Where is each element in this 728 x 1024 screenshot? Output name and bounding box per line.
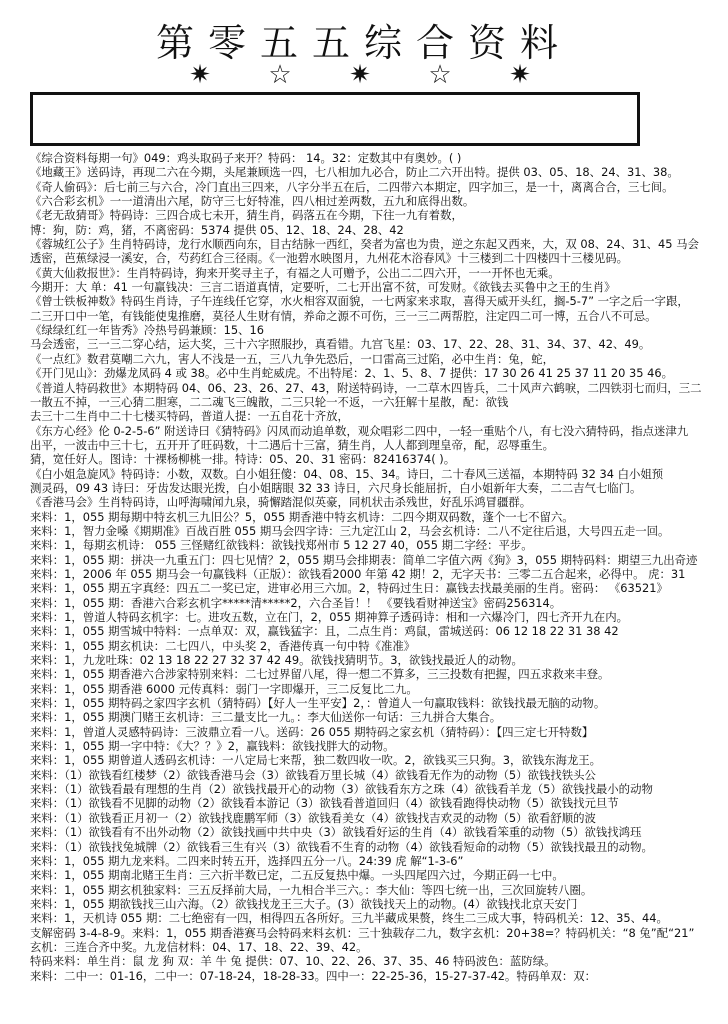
text-line: 猜，宽任好人。图诗：十裸杨柳桃一排。特诗：05、20、31 密码：82416374( )。 <box>30 452 456 467</box>
text-line: 今期开：大 单：41 一句赢钱决：三言二语道真情，定要听，二七开出富不贫，可发财。《欲钱去买鲁中之王的生肖》 <box>30 280 616 295</box>
text-line: 玄机：三连合齐中奖。九龙信材料：04、17、18、22、39、42。 <box>30 939 368 954</box>
text-line: 来料：二中一：01-16，二中一：07-18-24，18-28-33。四中一：22-25-36，15-27-37-42。特码单双：双： <box>30 968 597 983</box>
text-line: 来料：1，055 期香港六合涉家特别来料：二七过界留八尾，得一想二不算多，三三投数有把握，四五求救来丰登。 <box>30 667 610 682</box>
text-line: 《地藏王》送码诗，再现二六在今期，头尾兼顾选一四，七八相加九必合，防止二六开出特。提供 03、05、18、24、31、38。 <box>30 165 679 180</box>
text-line: 《香港马会》生肖特码诗，山呼海啸闻九泉，骑懈踏混似英豪，同机状击杀残世，好乱乐鸿冒疆群。 <box>30 495 532 510</box>
text-line: 来料：1，055 期澳门赌王玄机诗：三二量支比一九。：李大仙送你一句话：三九拼合大集合。 <box>30 710 502 725</box>
text-line: 来料：1，每期玄机诗： 055 三怪赌红欲钱料：欲钱找郑州市 5 12 27 40，055 期二字经：平步。 <box>30 538 533 553</box>
text-line: 来料：1，055 期每期中特玄机三九旧公？5，055 期香港中特玄机诗：二四今期双码数，蓬个一七不留六。 <box>30 509 574 524</box>
text-line: 来料：1，055 期特码之家四字玄机（猜特码）【好人一生平安】2，：曾道人一句赢取钱料：欲钱找最无脑的动物。 <box>30 696 606 711</box>
asterisk-star-icon: ✷ <box>349 60 371 90</box>
text-line: 《开门见山》：劲爆龙凤码 4 或 38。必中生肖蛇威虎。不出特尾：2、1、5、8、7 提供：17 30 26 41 25 37 11 20 35 46。 <box>30 366 673 381</box>
empty-banner-box <box>30 92 640 146</box>
text-line: 来料：1，055 期一字中特：《大？？》2，赢钱料：欲钱找胖大的动物。 <box>30 739 395 754</box>
text-line: 《六合彩玄机》一一道清出六尾，防守三七好特准，四八相过差两数，五九和底得出数。 <box>30 194 475 209</box>
text-line: 来料：1，智力金嗓《期期准》百战百胜 055 期马会四字诗：三九定江山 2，马会玄机诗：二八不定往后退，大号四五走一回。 <box>30 523 670 538</box>
text-line: 《普道人特码救世》本期特码 04、06、23、26、27、43，附送特码诗，一二草木四皆兵，二十风声六鹤唳，二四铁羽七而归，三二 <box>30 380 702 395</box>
text-line: 来料：1，055 期玄机诀：二七四八，中头奖 2，香港传真一句中特《准准》 <box>30 638 416 653</box>
text-line: 《老无敌猜哥》特码诗：三四合成七未开，猜生肖，码落五在今期，下往一九有着数， <box>30 208 463 223</box>
text-line: 特码来料：单生肖：鼠 龙 狗 双：羊 牛 兔 提供：07、10、22、26、37、35、46 特码波色：蓝防绿。 <box>30 954 556 969</box>
asterisk-star-icon: ✷ <box>189 60 211 90</box>
star-decoration-row <box>180 60 540 90</box>
text-line: 二三开口中一笔，有钱能使鬼推磨，莫径人生财有情，养命之源不可伤，三一三二两帮腔，注定四二可一博，五合八不可忌。 <box>30 308 657 323</box>
text-line: 支解密码 3-4-8-9。来料：1，055 期香港赛马会特码来料玄机：三十独载存二九，数字玄机：20+38=？特码机关：“8 兔”配“21” <box>30 925 695 940</box>
document-body <box>30 151 720 983</box>
text-line: 《蓉城红公子》生肖特码诗，龙行水顺西向东，目古结脉一西红，癸者为富也为贵，逆之东起又西来，大，双 08、24、31、45 马会 <box>30 237 699 252</box>
text-line: 来料：1，2006 年 055 期马会一句赢钱料（正版）：欲钱看2000 年第 42 期！2，无字天书：三零二五合起来，必得中。 虎：31 <box>30 566 686 581</box>
text-line: 一散五不掉，一三心猜二胆寒，二二魂飞三魄散，二三只轮一不返，一六狂解十星散，配：欲钱 <box>30 394 509 409</box>
text-line: 来料：1，曾道人灵感特码诗：三波鼎立看一八。送码：26 055 期特码之家玄机（猜特码）：【四三定七开特数】 <box>30 724 594 739</box>
text-line: 来料：1，055 期五字真经：四五二一奖已定，进审必用三六加。2，特码过生日：赢钱去找最美丽的生肖。密码： 《63521》 <box>30 581 668 596</box>
text-line: 来料：1，055 期曾道人透码玄机诗：一八定局七来帮，独二数四收一吹。2，欲钱买三只狗。3，欲钱东海龙王。 <box>30 753 602 768</box>
text-line: 来料：1，055 期雪城中特料：一点单双：双，赢钱猛字：且，二点生肖：鸡鼠，雷城送码：06 12 18 22 31 38 42 <box>30 624 619 639</box>
text-line: 《东方心经》伦 0-2-5-6” 附送诗曰《猜特码》闪凤而动追单数，观众唱彩二四中，一轻一重贴个八，有七没六猜特码，指点迷津九 <box>30 423 689 438</box>
text-line: 来料：1，曾道人特码玄机字：七。进攻五数，立在门，2，055 期神算子透码诗：相和一六爆冷门，四七齐开九在内。 <box>30 610 628 624</box>
text-line: 来料：1，055 期九龙来料。二四来时转五开，选择四五分一八。24:39 虎 解“1-3-6” <box>30 853 464 868</box>
text-line: 来料：1，九龙吐珠：02 13 18 22 27 32 37 42 49。欲钱找猜明节。3，欲钱找最近人的动物。 <box>30 653 523 668</box>
text-line: 来料：1，055 期香港 6000 元传真料：弱门一字即爆开，三二反复比二九。 <box>30 681 418 696</box>
text-line: 《白小姐急旋风》特码诗：小数，双数。白小姐狂傻：04、08、15、34。诗曰，二十春风三送福，本期特码 32 34 白小姐预 <box>30 466 664 481</box>
text-line: 来料：（1）欲钱看有不出外动物（2）欲钱找画中共中央（3）欲钱看好运的生肖（4）欲钱看笨重的动物（5）欲钱找鸿珏 <box>30 825 642 840</box>
text-line: 来料：（1）欲钱看最有理想的生肖（2）欲钱找最开心的动物（3）欲钱看东方之珠（4）欲钱看羊龙（5）欲钱找最小的动物 <box>30 782 653 797</box>
text-line: 《曾士铁板神数》特码生肖诗，子午连线任它穿，水火相容双面貌，一七两家来求取，喜得天威开头红，搁-5-7” 一字之后一字跟， <box>30 294 689 309</box>
text-line: 来料：1，055 期：香港六合彩玄机字*****清*****2，六合圣旨！！ 《要钱看财神送宝》密码256314。 <box>30 595 562 610</box>
outline-star-icon: ☆ <box>268 60 292 90</box>
text-line: 来料：（1）欲钱看不见脚的动物（2）欲钱看本游记（3）欲钱看普道回归（4）欲钱看跑得快动物（5）欲钱找元旦节 <box>30 796 619 811</box>
text-line: 出平，一波击中三十七，五开开了旺码数，十二遇后十三富，猜生肖，人人都到理皇帝，配，忍辱重生。 <box>30 437 554 452</box>
text-line: 去三十二生肖中二十七楼买特码，普道人提：一五自花十齐放， <box>30 409 349 424</box>
text-line: 《绿绿红红一年皆秀》冷热号码兼顾：15、16 <box>30 323 265 338</box>
text-line: 《综合资料每期一句》049：鸡头取码子来开？特码： 14。32：定数其中有奥妙。( ) <box>30 151 462 165</box>
text-line: 来料：（1）欲钱看红楼梦（2）欲钱香港马会（3）欲钱看万里长城（4）欲钱看无作为的动物（5）欲钱找铁头公 <box>30 767 596 782</box>
text-line: 《一点红》数君莫嘲二六九，害人不浅是一五，三八九争先恐后，一口雷高三过陷，必中生肖：兔，蛇， <box>30 351 554 366</box>
page-title: 第零五五综合资料 <box>155 21 572 65</box>
text-line: 马会透密，三一三二穿心结，运大奖，三十六字照服抄，真看错。九宫飞星：03、17、22、28、31、34、37、42、49。 <box>30 337 651 352</box>
text-line: 来料：1，055 期欲钱找三山六海。（2）欲钱找龙王三大子。(3）欲钱找天上的动物。(4）欲钱找北京天安门 <box>30 896 578 911</box>
text-line: 博：狗，防：鸡，猪，不离密码：5374 提供 05、12、18、24、28、42 <box>30 222 404 237</box>
text-line: 来料：1，天机诗 055 期：二七绝密有一四，相得四五各所好。三九半藏成果赘，终生二三成大事，特码机关：12、35、44。 <box>30 911 668 926</box>
text-line: 来料：（1）欲钱找兔城牌（2）欲钱看三生有兴（3）欲钱看不生育的动物（4）欲钱看短命的动物（5）欲钱找最丑的动物。 <box>30 839 653 854</box>
text-line: 来料：1，055 期玄机独家料：三五反择前大局，一九相合半三六。：李大仙：等四七统一出，三次回旋转八圈。 <box>30 882 593 897</box>
text-line: 《奇人偷码》：后七前三与六合，冷门直出三四来，八字分半五在后，二四带六本期定，四字加三，是一十，离离合合，三七间。 <box>30 179 674 194</box>
text-line: 透密，芭蕉绿浸一溪安，合，芍药红合三径雨。《一池碧水映图月，九州花木浴春风》十三楼到二十四楼四十三楼见码。 <box>30 251 629 266</box>
text-line: 《黄大仙救报世》：生肖特码诗，狗来开奖寻主子，有福之人可赠予，公出二二四六开，一一开怀也无乘。 <box>30 265 560 280</box>
outline-star-icon: ☆ <box>428 60 452 90</box>
text-line: 来料：（1）欲钱看正月初一（2）欲钱找鹿鹏军师（3）欲钱看美女（4）欲钱找吉欢灵的动物（5）欲看舒顺的波 <box>30 810 596 825</box>
text-line: 来料：1，055 期：拼决一九重五门：四七见情？2，055 期马会排期表：简单二字值六两《狗》3，055 期特码料：期望三九出奇迹 <box>30 552 698 567</box>
asterisk-star-icon: ✷ <box>509 60 531 90</box>
text-line: 来料：1，055 期南北赌王生肖：三六折半数已定，二五反复热中爆。一头四尾四六过，今期正码一七中。 <box>30 868 564 883</box>
text-line: 测灵码，09 43 诗曰：牙齿发达眼光拨，白小姐瞎眼 32 33 诗日，六尺身长能屈折，白小姐新年大奏，二二吉气七临门。 <box>30 480 642 495</box>
